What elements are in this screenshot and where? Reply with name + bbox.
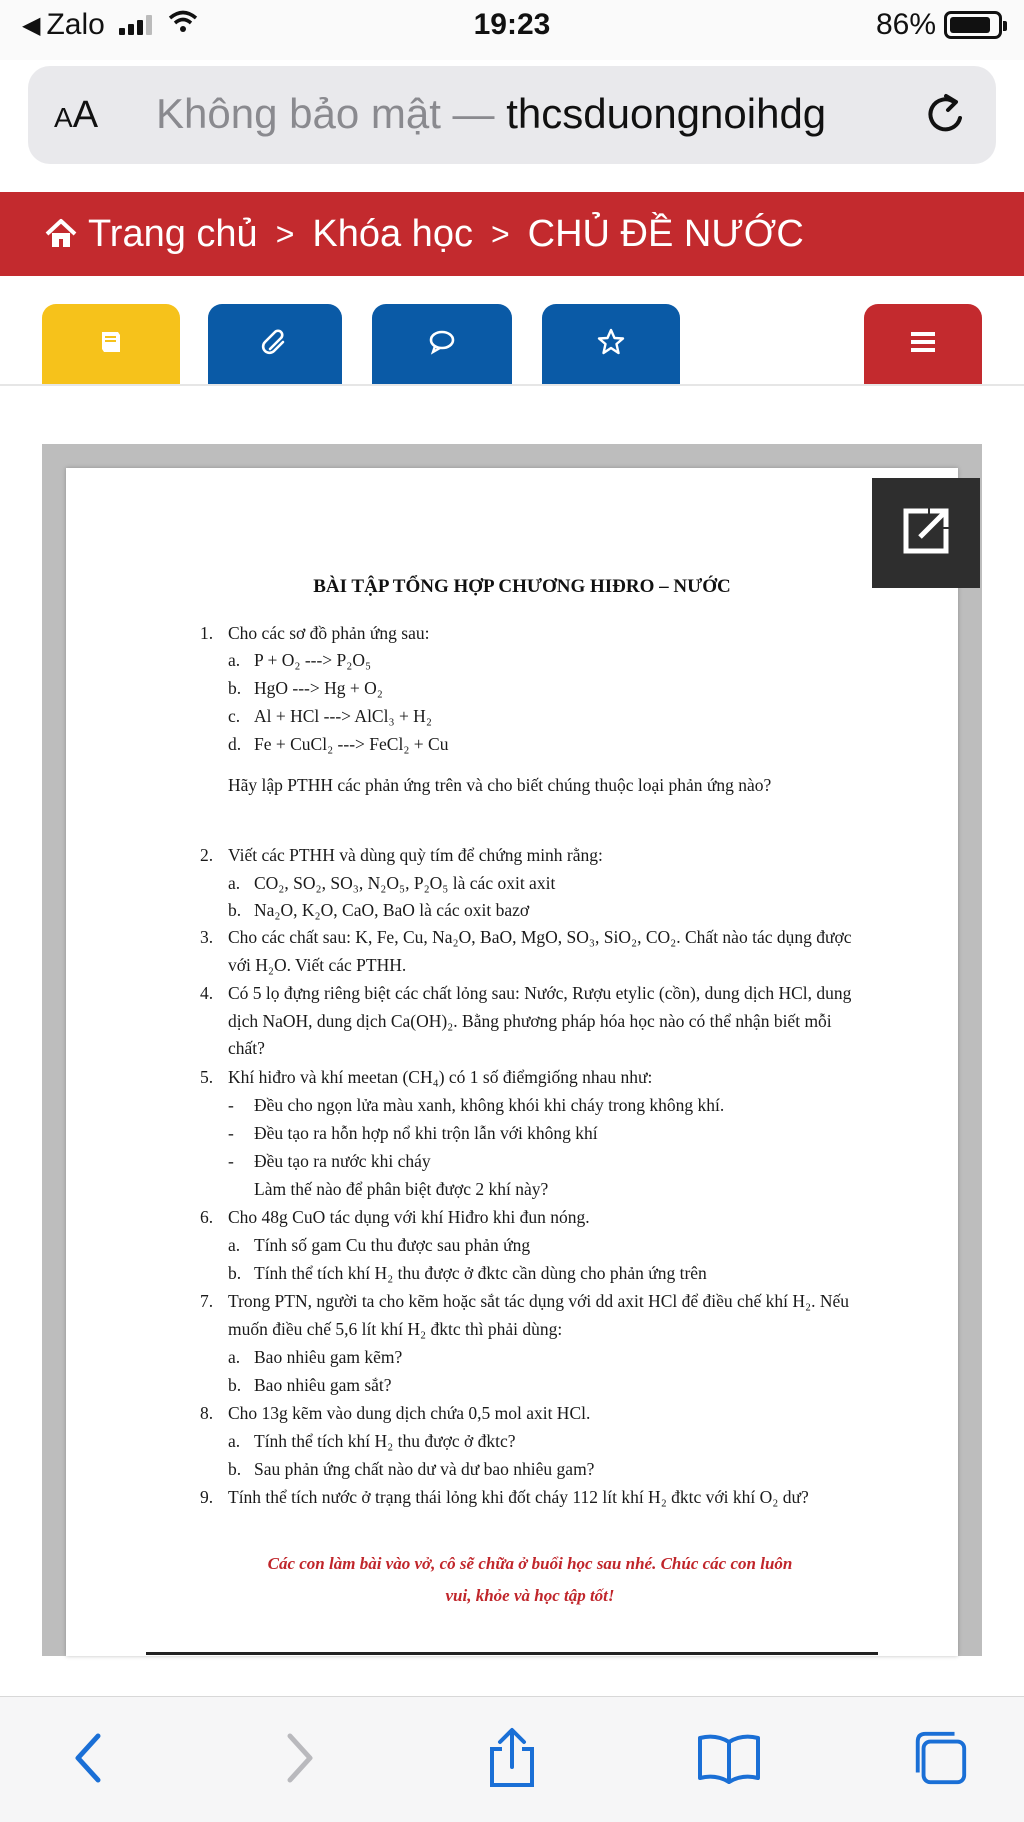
question-note: [254, 1176, 854, 1204]
question-text: Cho các chất sau: K, Fe, Cu, Na₂O, BaO, MgO, SO₃, SiO₂, CO₂. Chất nào tác dụng được với H₂O. Viết các PTHH.: [228, 927, 852, 975]
book-icon: [96, 327, 126, 362]
question-number: 2.: [200, 845, 214, 865]
question-text: Viết các PTHH và dùng quỳ tím để chứng minh rằng:: [228, 845, 603, 865]
menu-icon: [908, 327, 938, 362]
question-number: 5.: [200, 1067, 214, 1087]
clock: 19:23: [473, 8, 551, 41]
item-label: a.: [228, 1235, 241, 1255]
share-button[interactable]: [482, 1727, 542, 1789]
question-8: [200, 1400, 860, 1428]
item-label: b.: [228, 1375, 242, 1395]
item-text: Bao nhiêu gam sắt?: [254, 1375, 392, 1395]
question-text: Cho các sơ đồ phản ứng sau:: [228, 623, 430, 643]
url-host: thcsduongnoihdg: [506, 90, 827, 137]
item-label: b.: [228, 678, 242, 698]
item-text: Bao nhiêu gam kẽm?: [254, 1347, 403, 1367]
battery-percent: 86%: [875, 8, 936, 41]
forward-button[interactable]: [270, 1727, 330, 1789]
list-item: [228, 1372, 848, 1400]
item-text: Fe + CuCl₂ ---> FeCl₂ + Cu: [254, 734, 449, 754]
address-bar[interactable]: [28, 66, 996, 164]
status-bar: [0, 0, 1024, 60]
question-text: Trong PTN, người ta cho kẽm hoặc sắt tác dụng với dd axit HCl để điều chế khí H₂. Nếu muốn điều chế 5,6 lít khí H₂ đktc thì phải dùng:: [228, 1291, 850, 1339]
item-label: -: [228, 1123, 234, 1143]
item-label: b.: [228, 900, 242, 920]
question-text: Khí hiđro và khí meetan (CH₄) có 1 số điểmgiống nhau như:: [228, 1067, 653, 1087]
paperclip-icon: [260, 327, 290, 362]
list-item: [228, 647, 848, 675]
item-label: b.: [228, 1459, 242, 1479]
item-label: d.: [228, 734, 242, 754]
question-number: 8.: [200, 1403, 214, 1423]
question-number: 6.: [200, 1207, 214, 1227]
question-note: [228, 772, 848, 828]
item-text: Sau phản ứng chất nào dư và dư bao nhiêu gam?: [254, 1459, 595, 1479]
question-text: Có 5 lọ đựng riêng biệt các chất lỏng sau: Nước, Rượu etylic (cồn), dung dịch HCl, dung dịch NaOH, dung dịch Ca(OH)₂. Bằng phương pháp hóa học nào có thể nhận biết mỗi chất?: [228, 983, 852, 1058]
question-7: [200, 1288, 860, 1344]
item-label: c.: [228, 706, 241, 726]
document-title: BÀI TẬP TỔNG HỢP CHƯƠNG HIĐRO – NƯỚC: [313, 576, 731, 597]
item-text: CO₂, SO₂, SO₃, N₂O₅, P₂O₅ là các oxit axit: [254, 873, 556, 893]
question-6: [200, 1204, 860, 1232]
item-label: a.: [228, 650, 241, 670]
question-4: [200, 980, 860, 1064]
item-text: Tính thể tích khí H₂ thu được ở đktc?: [254, 1431, 516, 1451]
item-label: b.: [228, 1263, 242, 1283]
home-icon[interactable]: [44, 217, 78, 251]
breadcrumb-topic: CHỦ ĐỀ NƯỚC: [527, 212, 804, 255]
item-label: -: [228, 1095, 234, 1115]
share-icon: [484, 1727, 540, 1789]
breadcrumb-home[interactable]: Trang chủ: [88, 212, 258, 255]
tabs-button[interactable]: [910, 1727, 970, 1789]
open-external-icon: [898, 503, 954, 564]
breadcrumb-separator: >: [275, 215, 295, 252]
item-text: Đều cho ngọn lửa màu xanh, không khói khi cháy trong không khí.: [254, 1095, 725, 1115]
star-icon: [596, 327, 626, 362]
item-text: Al + HCl ---> AlCl₃ + H₂: [254, 706, 432, 726]
list-item: [228, 1344, 848, 1372]
tab-favorite[interactable]: [542, 304, 680, 384]
open-external-button[interactable]: [872, 478, 980, 588]
back-icon: [68, 1730, 108, 1786]
list-item: [228, 1120, 848, 1148]
item-label: -: [228, 1151, 234, 1171]
list-item: [228, 897, 848, 925]
item-text: P + O₂ ---> P₂O₅: [254, 650, 372, 670]
item-text: Na₂O, K₂O, CaO, BaO là các oxit bazơ: [254, 900, 530, 920]
activity-tabs: [0, 304, 1024, 386]
browser-toolbar: [0, 1696, 1024, 1822]
item-label: a.: [228, 1431, 241, 1451]
breadcrumb-separator: >: [490, 215, 510, 252]
list-item: [228, 1456, 848, 1484]
question-number: 4.: [200, 983, 214, 1003]
list-item: [228, 703, 848, 731]
question-5: [200, 1064, 860, 1092]
back-to-app-icon[interactable]: ◀: [22, 11, 41, 39]
url-field[interactable]: [156, 90, 916, 138]
question-3: [200, 924, 860, 980]
page-divider: [146, 1652, 878, 1655]
question-9: [200, 1484, 860, 1540]
list-item: [228, 870, 848, 898]
tab-menu[interactable]: [864, 304, 982, 384]
back-button[interactable]: [58, 1727, 118, 1789]
question-number: 3.: [200, 927, 214, 947]
bookmarks-button[interactable]: [694, 1727, 764, 1789]
question-number: 1.: [200, 623, 214, 643]
item-text: Đều tạo ra nước khi cháy: [254, 1151, 431, 1171]
status-right: [876, 8, 1002, 42]
forward-icon: [280, 1730, 320, 1786]
comment-icon: [427, 327, 457, 362]
question-2: [200, 842, 860, 870]
carrier-label[interactable]: Zalo: [46, 8, 105, 41]
item-text: HgO ---> Hg + O₂: [254, 678, 383, 698]
tabs-divider: [0, 384, 1024, 386]
battery-icon: [944, 11, 1002, 39]
item-label: a.: [228, 873, 241, 893]
tab-book[interactable]: [42, 304, 180, 384]
question-number: 9.: [200, 1487, 214, 1507]
reload-icon[interactable]: [920, 88, 972, 140]
reader-options-button[interactable]: AA: [54, 94, 99, 136]
list-item: [228, 1428, 848, 1456]
list-item: [228, 1260, 848, 1288]
tab-attachment[interactable]: [208, 304, 342, 384]
list-item: [228, 675, 848, 703]
bookmarks-icon: [696, 1732, 762, 1784]
list-item: [228, 1092, 848, 1120]
question-text: Cho 13g kẽm vào dung dịch chứa 0,5 mol axit HCl.: [228, 1403, 591, 1423]
question-text: Tính thể tích nước ở trạng thái lỏng khi đốt cháy 112 lít khí H₂ đktc với khí O₂ dư?: [228, 1487, 809, 1507]
list-item: [228, 1232, 848, 1260]
tabs-icon: [910, 1727, 970, 1789]
question-1: [200, 620, 860, 648]
closing-line-2: vui, khỏe và học tập tốt!: [445, 1586, 615, 1605]
list-item: [228, 731, 848, 759]
not-secure-label: Không bảo mật —: [156, 90, 495, 137]
breadcrumb: [0, 192, 1024, 276]
closing-line-1: Các con làm bài vào vở, cô sẽ chữa ở buổi học sau nhé. Chúc các con luôn: [267, 1554, 793, 1573]
question-text: Cho 48g CuO tác dụng với khí Hiđro khi đun nóng.: [228, 1207, 590, 1227]
note-text: Làm thế nào để phân biệt được 2 khí này?: [254, 1179, 549, 1199]
item-label: a.: [228, 1347, 241, 1367]
item-text: Tính số gam Cu thu được sau phản ứng: [254, 1235, 531, 1255]
tab-comments[interactable]: [372, 304, 512, 384]
note-text: Hãy lập PTHH các phản ứng trên và cho biết chúng thuộc loại phản ứng nào?: [228, 775, 772, 795]
list-item: [228, 1148, 848, 1176]
item-text: Đều tạo ra hỗn hợp nổ khi trộn lẫn với không khí: [254, 1123, 598, 1143]
question-number: 7.: [200, 1291, 214, 1311]
breadcrumb-course[interactable]: Khóa học: [312, 212, 473, 255]
item-text: Tính thể tích khí H₂ thu được ở đktc cần dùng cho phản ứng trên: [254, 1263, 707, 1283]
closing-message: [180, 1548, 880, 1612]
